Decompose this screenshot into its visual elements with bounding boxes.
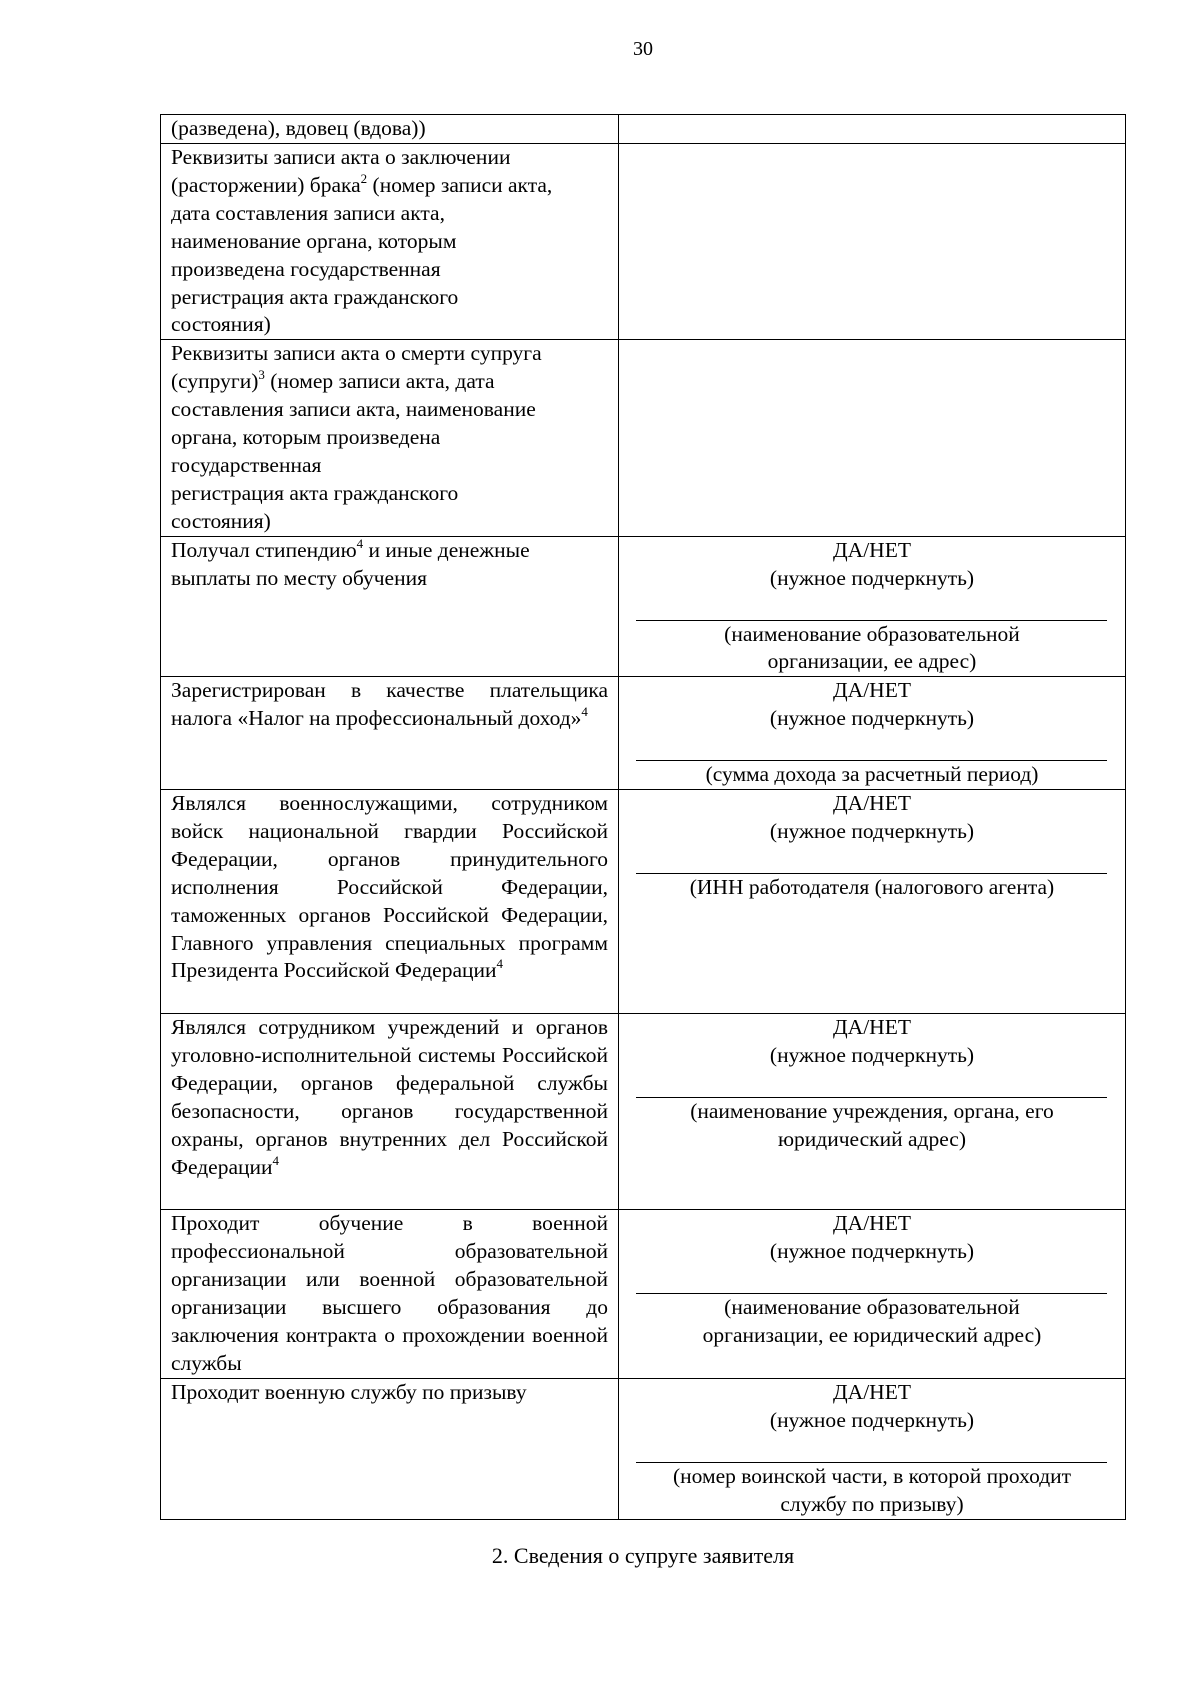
fill-in-caption: (наименование образовательной (724, 1294, 1020, 1319)
field-label-line (171, 508, 608, 536)
field-label-text: регистрация акта гражданского (171, 480, 459, 505)
field-label-line (171, 284, 608, 312)
footnote-mark (273, 1153, 280, 1168)
field-label-text: (номер записи акта, (367, 172, 553, 197)
field-label (171, 790, 608, 985)
fill-in-line[interactable] (636, 1266, 1107, 1294)
choice-hint: (нужное подчеркнуть) (769, 818, 975, 843)
field-label (171, 1210, 608, 1377)
table-row (161, 790, 1126, 1014)
table-row (161, 677, 1126, 790)
field-label-text: государственная (171, 452, 322, 477)
yes-no-choice[interactable]: ДА/НЕТ (833, 1211, 911, 1236)
section-heading: 2. Сведения о супруге заявителя (491, 1543, 795, 1568)
field-label-line (171, 311, 608, 339)
field-value-cell[interactable] (619, 1014, 1126, 1210)
choice-hint: (нужное подчеркнуть) (769, 706, 975, 731)
fill-in-caption: юридический адрес) (777, 1126, 967, 1151)
field-value-cell[interactable] (619, 1379, 1126, 1520)
field-label-text: регистрация акта гражданского (171, 284, 459, 309)
footnote-mark (581, 704, 588, 719)
yes-no-choice[interactable]: ДА/НЕТ (833, 537, 911, 562)
footnote-ref: 4 (496, 956, 504, 972)
fill-in-line[interactable] (636, 1435, 1107, 1463)
field-label-line (171, 200, 608, 228)
fill-in-line[interactable] (636, 593, 1107, 621)
fill-in-caption: организации, ее юридический адрес) (702, 1322, 1042, 1347)
table-row (161, 536, 1126, 677)
field-label-text: (разведена), вдовец (вдова)) (171, 116, 426, 140)
fill-in-caption: (наименование учреждения, органа, его (690, 1098, 1054, 1123)
footnote-mark (497, 956, 504, 971)
table-row (161, 340, 1126, 536)
table-row (161, 1379, 1126, 1520)
fill-in-caption: (наименование образовательной (724, 621, 1020, 646)
field-value-cell[interactable] (619, 536, 1126, 677)
table-row (161, 144, 1126, 340)
field-label-cell (161, 1210, 619, 1379)
field-label-line (171, 424, 608, 452)
field-label-text: дата составления записи акта, (171, 200, 445, 225)
field-label-line (171, 480, 608, 508)
field-label-text: органа, которым произведена (171, 425, 441, 450)
table-row (161, 115, 1126, 144)
field-label-cell (161, 536, 619, 677)
field-label-text: (расторжении) брака (171, 172, 361, 197)
field-label-cell (161, 1379, 619, 1520)
applicant-info-table (160, 114, 1126, 1520)
field-label-cell (161, 790, 619, 1014)
field-value-cell (619, 115, 1126, 144)
field-label-text: Реквизиты записи акта о заключении (171, 145, 511, 169)
table-row (161, 1014, 1126, 1210)
field-label (171, 677, 608, 733)
field-label-line (171, 368, 608, 396)
footnote-ref: 3 (258, 367, 265, 383)
field-label-text: Являлся военнослужащими, сотрудником войск национальной гвардии Российской Федерации, органов принудительного исполнения Российской Федерации, таможенных органов Российской Федерации, Главного управления специальных программ Президента Российской Федерации (171, 791, 608, 983)
yes-no-choice[interactable]: ДА/НЕТ (833, 1380, 911, 1405)
field-label-text: Зарегистрирован в качестве плательщика налога «Налог на профессиональный доход» (171, 678, 608, 731)
choice-hint: (нужное подчеркнуть) (769, 1238, 975, 1263)
field-label-cell (161, 340, 619, 536)
field-label-line (171, 172, 608, 200)
field-label-text: Являлся сотрудником учреждений и органов уголовно-исполнительной системы Российской Федерации, органов федеральной службы безопасности, органов государственной охраны, органов внутренних дел Российской Федерации (171, 1015, 608, 1179)
field-label-line (171, 340, 608, 368)
field-label-text: составления записи акта, наименование (171, 397, 536, 422)
field-label (171, 537, 608, 593)
choice-hint: (нужное подчеркнуть) (769, 565, 975, 590)
field-label-text: Реквизиты записи акта о смерти супруга (171, 341, 542, 366)
fill-in-caption: (номер воинской части, в которой проходит (672, 1463, 1072, 1488)
field-label-text: произведена государственная (171, 256, 441, 281)
footnote-ref: 4 (581, 704, 588, 720)
field-label-cell (161, 677, 619, 790)
field-label-line (171, 144, 608, 172)
field-value-cell[interactable] (619, 677, 1126, 790)
field-label-line (171, 256, 608, 284)
fill-in-line[interactable] (636, 846, 1107, 874)
yes-no-choice[interactable]: ДА/НЕТ (833, 791, 911, 816)
field-label-line (171, 228, 608, 256)
field-label-cell (161, 144, 619, 340)
field-label-text: и иные денежные выплаты по месту обучения (171, 537, 530, 590)
field-value-cell[interactable] (619, 1210, 1126, 1379)
fill-in-line[interactable] (636, 1070, 1107, 1098)
field-label-line (171, 115, 608, 143)
footnote-ref: 4 (356, 535, 364, 551)
field-label-line (171, 452, 608, 480)
fill-in-caption: организации, ее адрес) (767, 649, 977, 674)
footnote-ref: 2 (360, 170, 368, 186)
table-row (161, 1210, 1126, 1379)
field-value-cell[interactable] (619, 790, 1126, 1014)
fill-in-caption: (сумма дохода за расчетный период) (705, 762, 1039, 787)
field-label (171, 1379, 608, 1407)
field-label-text: состояния) (171, 508, 271, 533)
yes-no-choice[interactable]: ДА/НЕТ (833, 678, 911, 703)
page-number: 30 (633, 38, 653, 60)
field-label-text: (номер записи акта, дата (264, 369, 495, 394)
field-label-text: наименование органа, которым (171, 228, 457, 253)
field-label-cell (161, 1014, 619, 1210)
choice-hint: (нужное подчеркнуть) (769, 1042, 975, 1067)
field-label-text: (супруги) (171, 369, 259, 394)
field-label-cell (161, 115, 619, 144)
field-label-line (171, 396, 608, 424)
field-label-text: состояния) (171, 312, 271, 337)
field-value-cell (619, 144, 1126, 340)
choice-hint: (нужное подчеркнуть) (769, 1407, 975, 1432)
field-label-text: Проходит военную службу по призыву (171, 1380, 527, 1405)
table-body (161, 115, 1126, 1520)
fill-in-caption: (ИНН работодателя (налогового агента) (689, 874, 1055, 899)
field-label (171, 1014, 608, 1181)
field-label-text: Получал стипендию (171, 537, 357, 562)
fill-in-line[interactable] (636, 733, 1107, 761)
field-value-cell (619, 340, 1126, 536)
fill-in-caption: службу по призыву) (780, 1491, 964, 1516)
yes-no-choice[interactable]: ДА/НЕТ (833, 1015, 911, 1040)
field-label-text: Проходит обучение в военной профессиональной образовательной организации или военной образовательной организации высшего образования до заключения контракта о прохождении военной службы (171, 1211, 608, 1375)
footnote-ref: 4 (272, 1152, 280, 1168)
